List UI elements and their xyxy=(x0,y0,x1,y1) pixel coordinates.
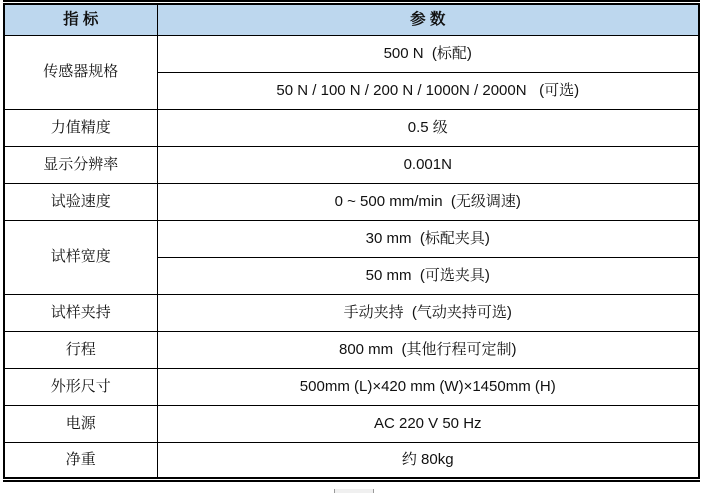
row-value: 0.5 级 xyxy=(157,110,699,147)
header-cell: 参 数 xyxy=(157,3,699,36)
row-value: 30 mm (标配夹具) xyxy=(157,221,699,258)
row-label-sample-width: 试样宽度 xyxy=(4,221,157,295)
row-label-display-resolution: 显示分辨率 xyxy=(4,147,157,184)
cutoff-cell-fragment xyxy=(334,489,374,493)
row-label-dimensions: 外形尺寸 xyxy=(4,369,157,406)
row-label-stroke: 行程 xyxy=(4,332,157,369)
table-row xyxy=(4,406,699,443)
table-row xyxy=(4,443,699,480)
table-row xyxy=(4,221,699,258)
table-row xyxy=(4,295,699,332)
table-row xyxy=(4,332,699,369)
row-label-sensor-spec: 传感器规格 xyxy=(4,36,157,110)
table-row xyxy=(4,36,699,73)
row-value: 约 80kg xyxy=(157,443,699,480)
row-value: 500 N (标配) xyxy=(157,36,699,73)
row-label-power-supply: 电源 xyxy=(4,406,157,443)
row-value: 800 mm (其他行程可定制) xyxy=(157,332,699,369)
row-value: AC 220 V 50 Hz xyxy=(157,406,699,443)
row-label-force-accuracy: 力值精度 xyxy=(4,110,157,147)
row-value: 50 N / 100 N / 200 N / 1000N / 2000N (可选) xyxy=(157,73,699,110)
table-row xyxy=(4,184,699,221)
row-label-sample-clamping: 试样夹持 xyxy=(4,295,157,332)
spec-table xyxy=(3,0,700,482)
row-value: 0 ~ 500 mm/min (无级调速) xyxy=(157,184,699,221)
row-label-test-speed: 试验速度 xyxy=(4,184,157,221)
header-cell: 指 标 xyxy=(4,3,157,36)
table-row xyxy=(4,369,699,406)
row-value: 0.001N xyxy=(157,147,699,184)
row-label-net-weight: 净重 xyxy=(4,443,157,480)
table-row xyxy=(4,110,699,147)
row-value: 50 mm (可选夹具) xyxy=(157,258,699,295)
table-header-row xyxy=(4,3,699,36)
table-row xyxy=(4,147,699,184)
row-value: 500mm (L)×420 mm (W)×1450mm (H) xyxy=(157,369,699,406)
row-value: 手动夹持 (气动夹持可选) xyxy=(157,295,699,332)
